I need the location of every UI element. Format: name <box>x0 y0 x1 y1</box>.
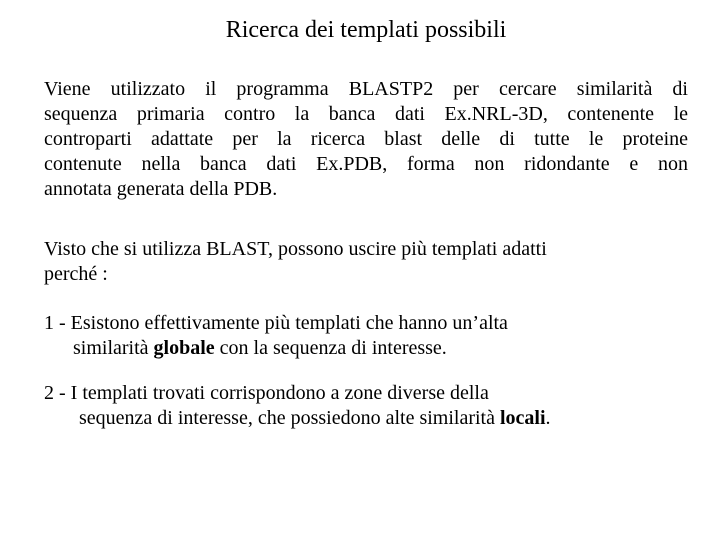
paragraph-line: perché : <box>44 263 108 285</box>
paragraph-line: annotata generata della PDB. <box>44 178 278 200</box>
text-segment: . <box>545 407 551 429</box>
paragraph-line: Visto che si utilizza BLAST, possono uscire più templati adatti <box>44 238 547 260</box>
paragraph-line: sequenza primaria contro la banca dati Ex.NRL-3D, contenente le <box>44 103 688 125</box>
list-item-global-similarity <box>44 311 688 361</box>
list-item-line: 2 - I templati trovati corrispondono a zone diverse della <box>44 382 489 404</box>
paragraph-blast-multiple-templates <box>44 237 688 287</box>
paragraph-line: contenute nella banca dati Ex.PDB, forma non ridondante e non <box>44 153 688 175</box>
list-item-line: 1 - Esistono effettivamente più templati che hanno un’alta <box>44 312 508 334</box>
text-segment: sequenza di interesse, che possiedono alte similarità <box>79 407 500 429</box>
list-item-line <box>44 406 688 431</box>
bold-term-locali: locali <box>499 407 546 429</box>
bold-term-globale: globale <box>153 337 215 359</box>
text-segment: con la sequenza di interesse. <box>214 337 447 359</box>
list-item-line <box>44 336 688 361</box>
paragraph-line: controparti adattate per la ricerca blast delle di tutte le proteine <box>44 128 688 150</box>
list-item-local-similarity <box>44 381 688 431</box>
paragraph-blastp2-description <box>44 77 688 202</box>
paragraph-line: Viene utilizzato il programma BLASTP2 per cercare similarità di <box>44 78 688 100</box>
text-segment: similarità <box>73 337 154 359</box>
slide-title: Ricerca dei templati possibili <box>225 17 507 43</box>
